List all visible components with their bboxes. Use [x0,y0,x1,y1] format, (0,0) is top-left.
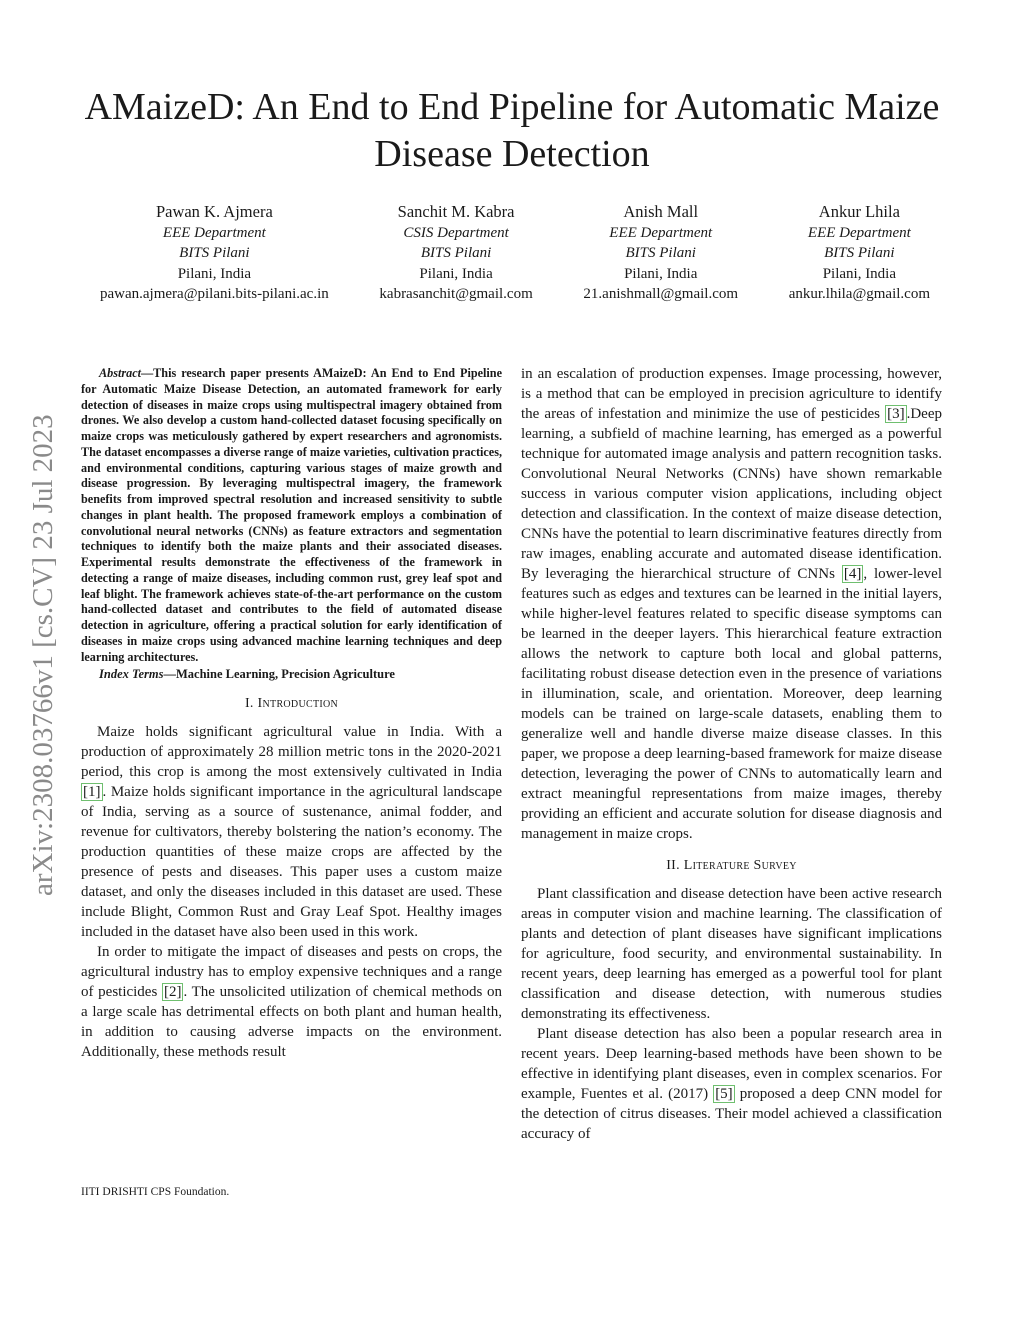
author-email: pawan.ajmera@pilani.bits-pilani.ac.in [100,286,329,302]
citation-link[interactable]: [1] [83,784,101,801]
paragraph-text: In order to mitigate the impact of diseases and pests on crops, the agricultural industry has to employ expensive techniques and a range of pesticides [81,944,502,1001]
author-block [100,202,930,305]
citation-link[interactable]: [4] [843,566,862,582]
paragraph-text: in an escalation of production expenses. Image processing, however, is a method that can be employed in precision agriculture to identify the areas of infestation and minimize the use of pesticides [521,366,942,422]
section-number: II. [666,858,680,873]
abstract-label: Abstract [99,366,141,380]
intro-paragraph-1 [81,722,502,942]
paper-title: AMaizeD: An End to End Pipeline for Automatic Maize Disease Detection [84,86,940,175]
author-department: CSIS Department [403,224,509,241]
index-terms [81,666,502,682]
paragraph-text: , lower-level features such as edges and textures can be learned in the initial layers, while higher-level features related to specific disease symptoms can be learned in the deeper layers. This hierarchical feature extraction allows the network to capture both local and global patterns, facilitating robust disease detection even in the presence of variations in illumination, scale, and orientation. Moreover, deep learning models can be trained on large-scale datasets, enabling them to generalize well and handle diverse maize disease classes. In this paper, we propose a deep learning-based framework for maize disease detection, leveraging the power of CNNs to automatically learn and extract meaningful representations from maize images, thereby providing an efficient and accurate solution for disease diagnosis and management in maize crops. [521,566,942,842]
index-terms-label: Index Terms [99,667,164,682]
abstract [81,366,502,665]
footnote: IITI DRISHTI CPS Foundation. [81,1186,230,1198]
author-department: EEE Department [807,224,911,241]
right-column [521,364,942,1144]
section-heading-literature-survey [521,856,942,876]
citation-link[interactable]: [5] [715,1086,733,1102]
author-email: 21.anishmall@gmail.com [583,286,739,302]
intro-paragraph-2 [81,942,502,1062]
paragraph-text: Plant disease detection has also been a popular research area in recent years. Deep learning-based methods have been shown to be effective in identifying plant diseases, even in complex scenarios. For example, Fuentes et al. (2017) [521,1026,942,1102]
author-email: kabrasanchit@gmail.com [379,286,533,302]
author-institution: BITS Pilani [625,245,696,261]
citation-link[interactable]: [2] [163,984,182,1001]
author-institution: BITS Pilani [824,245,895,261]
author-2 [379,202,532,305]
lit-paragraph-2 [521,1024,942,1144]
author-location: Pilani, India [177,265,252,282]
author-location: Pilani, India [419,265,493,282]
arxiv-identifier: arXiv:2308.03766v1 [cs.CV] 23 Jul 2023 [27,414,59,896]
intro-paragraph-2-continued [521,364,942,844]
lit-paragraph-1: Plant classification and disease detection have been active research areas in computer vision and machine learning. The classification of plants and detection of plant diseases have significant implications for agriculture, food security, and environmental sustainability. In recent years, deep learning has emerged as a powerful tool for plant classification and disease detection, with numerous studies demonstrating its effectiveness. [521,886,942,1022]
left-column [81,366,502,1062]
paragraph-text: proposed a deep CNN model for the detection of citrus diseases. Their model achieved a classification accuracy of [521,1086,942,1142]
paragraph-text: Maize holds significant agricultural value in India. With a production of approximately 28 million metric tons in the 2020-2021 period, this crop is among the most extensively cultivated in India [81,724,502,781]
author-institution: BITS Pilani [179,245,250,261]
author-3 [583,202,738,305]
citation-link[interactable]: [3] [887,406,905,422]
paragraph-text: . The unsolicited utilization of chemical methods on a large scale has detrimental effects on both plant and human health, in addition to causing adverse impacts on the environment. Additionally, these methods result [81,984,502,1061]
index-terms-text: —Machine Learning, Precision Agriculture [163,667,395,682]
section-heading-introduction [81,694,502,714]
section-title: Literature Survey [683,858,797,873]
author-name: Anish Mall [623,202,699,221]
author-location: Pilani, India [624,265,698,282]
author-1 [100,202,329,305]
section-number: I. [244,696,254,712]
section-title: Introduction [257,696,339,712]
author-department: EEE Department [609,224,713,241]
author-name: Sanchit M. Kabra [397,202,515,221]
author-department: EEE Department [162,224,266,241]
abstract-text: —This research paper presents AMaizeD: An End to End Pipeline for Automatic Maize Disease Detection, an automated framework for early detection of diseases in maize crops using multispectral imagery obtained from drones. We also develop a custom hand-collected dataset focusing specifically on maize crops was meticulously gathered by expert researchers and agronomists. The dataset encompasses a diverse range of maize varieties, cultivation practices, and environmental conditions, capturing various stages of maize growth and disease progression. By leveraging multispectral imagery, the framework benefits from improved spectral resolution and increased sensitivity to subtle changes in plant health. The proposed framework employs a combination of convolutional neural networks (CNNs) as feature extractors and segmentation techniques to identify both the maize plants and their associated diseases. Experimental results demonstrate the effectiveness of the framework in detecting a range of maize diseases, including common rust, grey leaf spot and leaf blight. The framework achieves state-of-the-art performance on the custom hand-collected dataset and contributes to the field of automated disease detection in agriculture, offering a practical solution for early identification of diseases in maize crops using advanced machine learning techniques and deep learning architectures. [81,366,502,664]
author-4 [789,202,930,305]
author-name: Pawan K. Ajmera [155,202,273,221]
author-location: Pilani, India [822,265,897,282]
paragraph-text: . Maize holds significant importance in the agricultural landscape of India, serving as a source of sustenance, animal fodder, and revenue for cultivators, thereby bolstering the nation’s economy. The production quantities of these maize crops are affected by the presence of pests and diseases. This paper uses a custom maize dataset, and only the diseases included in this dataset are used. These include Blight, Common Rust and Gray Leaf Spot. Healthy images included in the dataset have also been used in this work. [81,784,502,941]
author-email: ankur.lhila@gmail.com [788,286,930,302]
author-institution: BITS Pilani [420,245,492,261]
author-name: Ankur Lhila [818,202,900,221]
paragraph-text: .Deep learning, a subfield of machine learning, has emerged as a powerful technique for automated image analysis and pattern recognition tasks. Convolutional Neural Networks (CNNs) have shown remarkable success in various computer vision applications, including object detection and classification. In the context of maize disease detection, CNNs have the potential to learn discriminative features directly from raw images, enabling accurate and automated disease identification. By leveraging the hierarchical structure of CNNs [521,406,942,582]
